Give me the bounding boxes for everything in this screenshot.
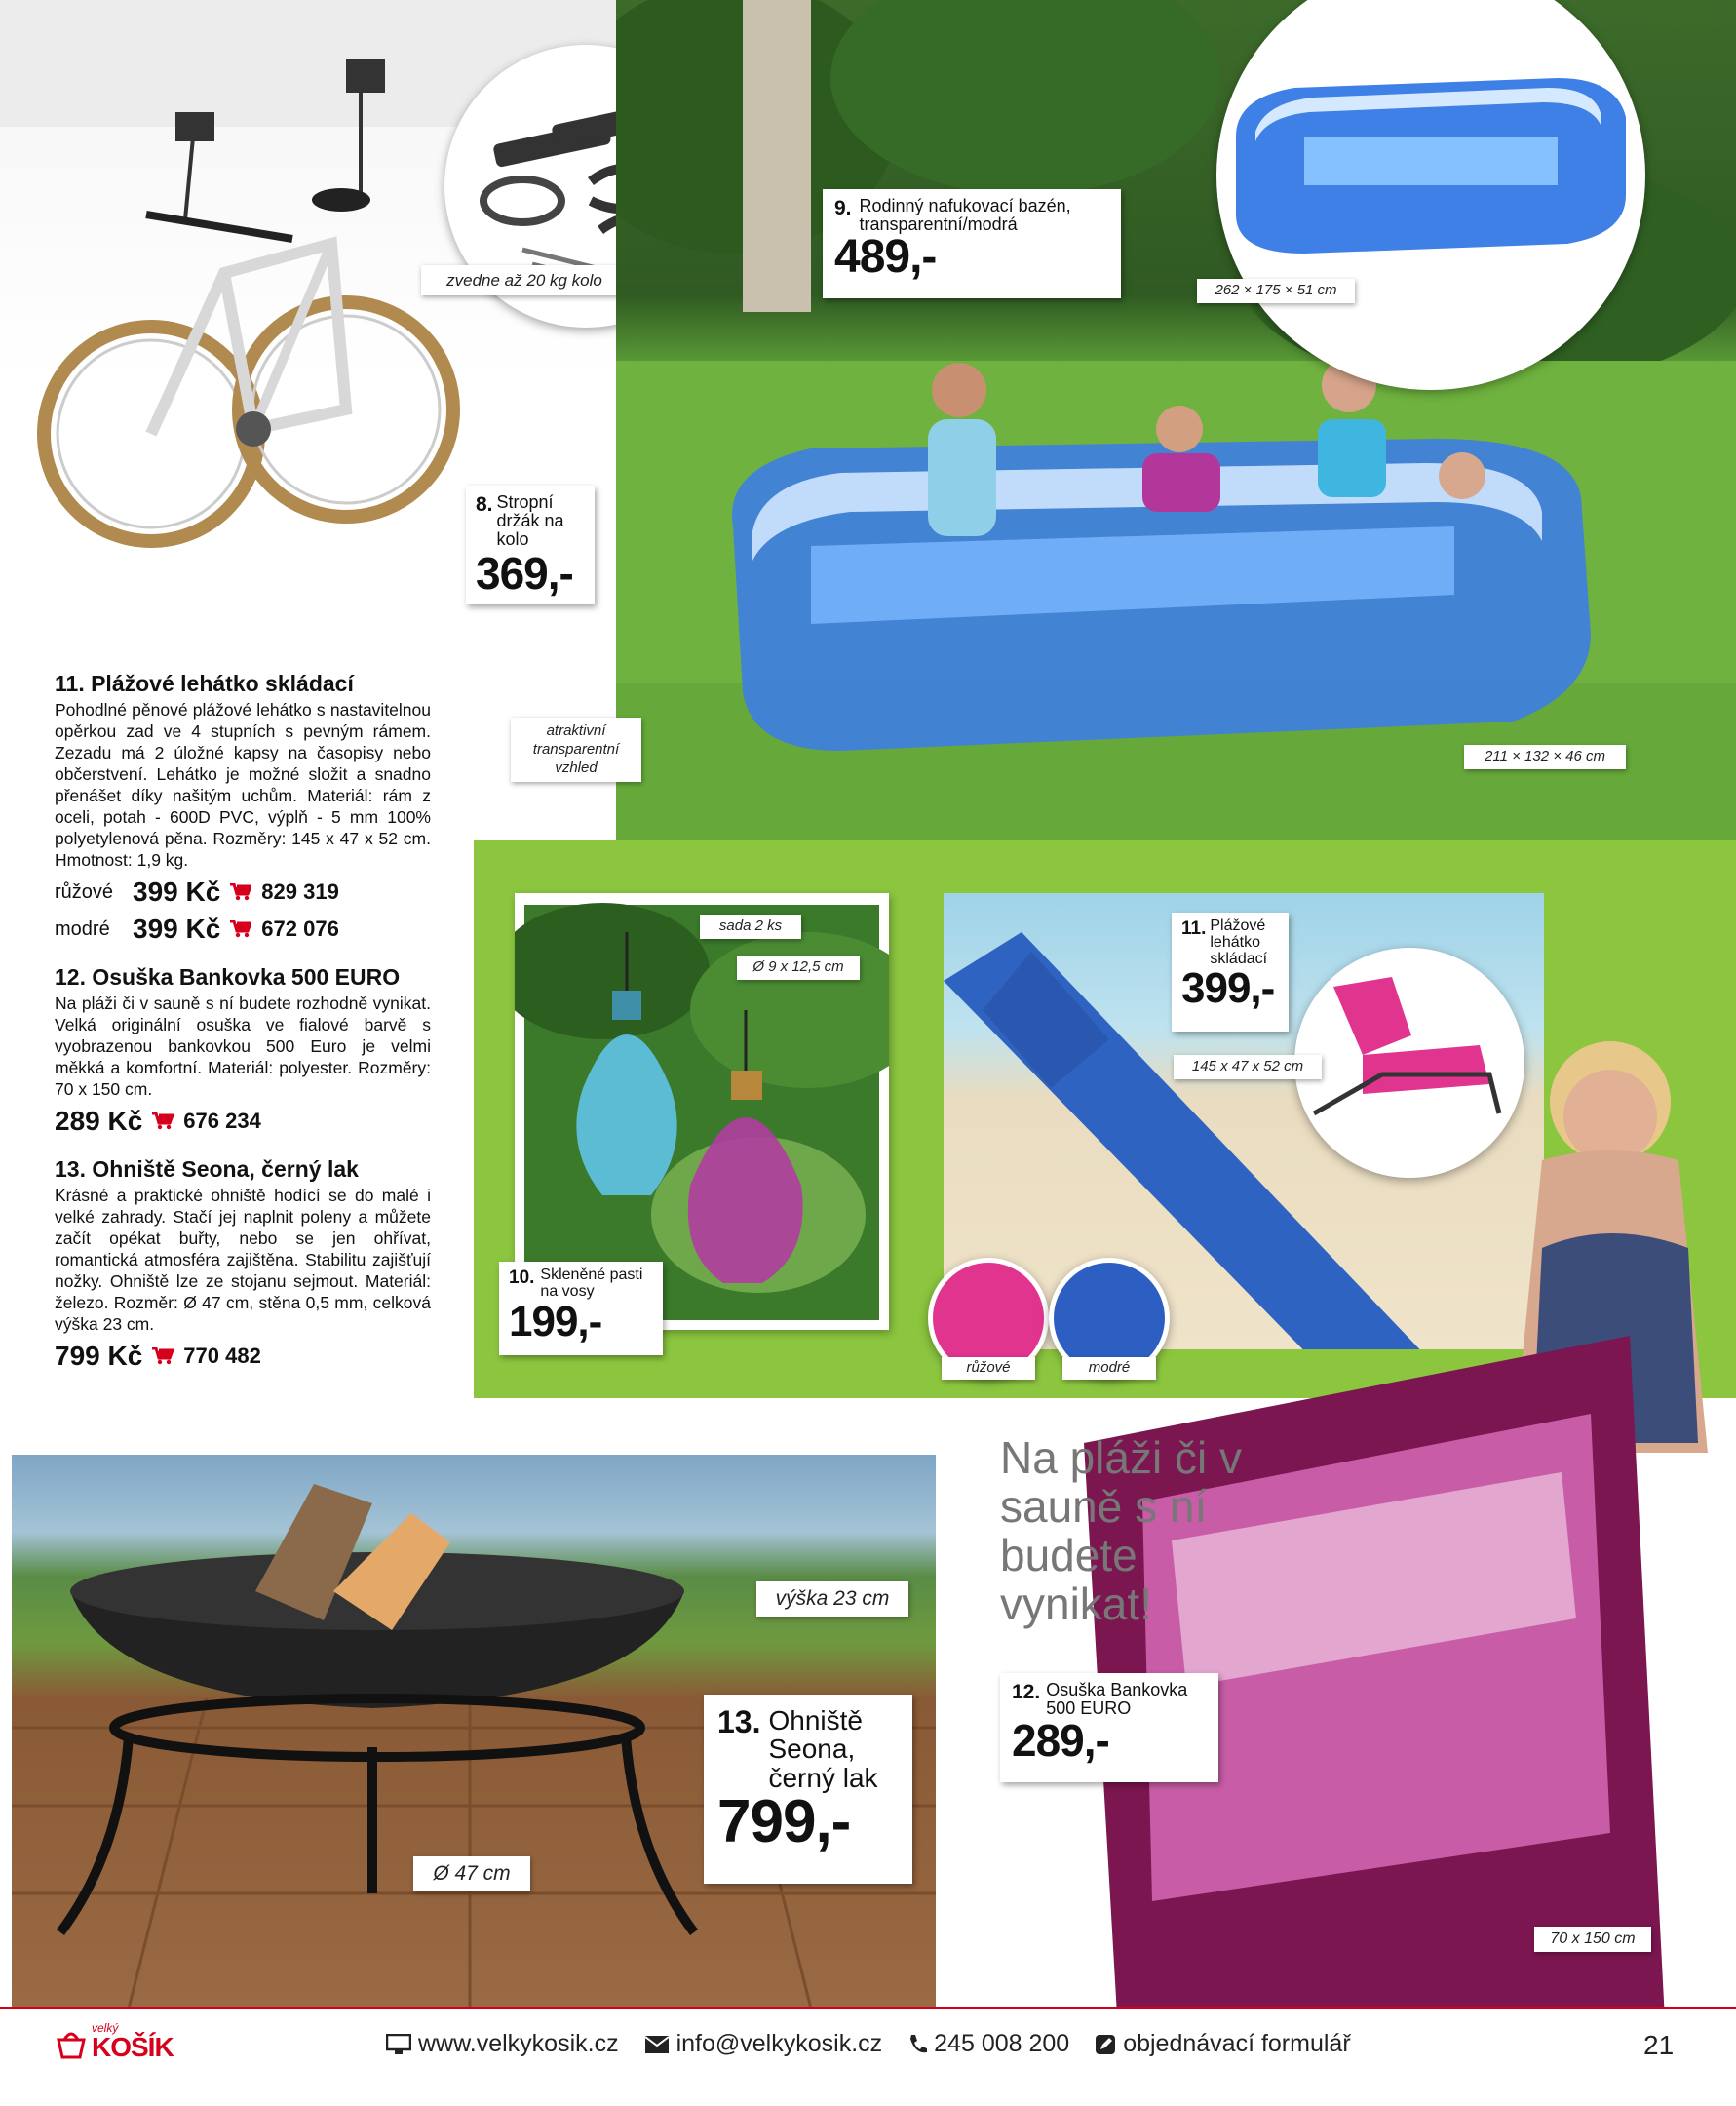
price-line <box>55 1106 444 1137</box>
detail-desc: Pohodlné pěnové plážové lehátko s nastavitelnou opěrkou zad ve 4 stupních s pevným rámem. Zezadu má 2 úložné kapsy na časopisy nebo občerstvení. Lehátko je možné složit a snadno přenášet díky našitým uchům. Materiál: rám z oceli, potah - 600D PVC, výplň - 5 mm 100% polyetylenová pěna. Rozměry: 145 x 47 x 52 cm. Hmotnost: 1,9 kg. <box>55 700 431 870</box>
detail-desc: Na pláži či v sauně s ní budete rozhodně vynikat. Velká originální osuška ve fialové barvě s vyobrazenou bankovkou 500 Euro je velmi měkká a komfortní. Materiál: polyester. Rozměry: 70 x 150 cm. <box>55 994 431 1099</box>
order-code: 676 234 <box>183 1109 261 1133</box>
footer <box>0 2010 1736 2081</box>
label-number: 8. <box>476 493 493 516</box>
price-line <box>55 877 444 908</box>
pool-dim-small-tag: 262 × 175 × 51 cm <box>1197 279 1355 303</box>
label-name: Rodinný nafukovací bazén, transparentní/modrá <box>859 196 1071 234</box>
label-number: 13. <box>717 1704 761 1739</box>
cart-icon[interactable] <box>152 1112 174 1130</box>
label-price: 289,- <box>1012 1714 1109 1766</box>
label-number: 11. <box>1181 918 1207 939</box>
pink-swatch-label: růžové <box>942 1357 1035 1380</box>
label-price: 799,- <box>717 1788 851 1856</box>
price-value: 289 Kč <box>55 1106 143 1136</box>
label-price: 199,- <box>509 1297 602 1346</box>
phone-text: 245 008 200 <box>934 2030 1070 2057</box>
cart-icon[interactable] <box>230 920 251 938</box>
detail-block-towel <box>55 964 444 1137</box>
website-text: www.velkykosik.cz <box>418 2030 619 2057</box>
price-value: 799 Kč <box>55 1341 143 1371</box>
details-column <box>55 671 444 1372</box>
label-name: Ohniště Seona, černý lak <box>768 1705 878 1793</box>
label-number: 10. <box>509 1268 535 1288</box>
logo-small-text: velký <box>92 2021 119 2035</box>
towel-headline: Na pláži či v sauně s ní budete vynikat! <box>1000 1432 1242 1629</box>
towel-dim-tag: 70 x 150 cm <box>1534 1927 1651 1952</box>
label-price: 399,- <box>1181 964 1275 1013</box>
bike-holder-label <box>466 486 595 604</box>
detail-title: 11. Plážové lehátko skládací <box>55 671 354 696</box>
wasp-trap-label <box>499 1262 663 1355</box>
wasp-set-tag: sada 2 ks <box>700 915 801 939</box>
fire-pit-label <box>704 1695 912 1884</box>
variant-label: růžové <box>55 880 114 903</box>
pool-dim-large-tag: 211 × 132 × 46 cm <box>1464 745 1626 769</box>
detail-desc: Krásné a praktické ohniště hodící se do malé i velké zahrady. Stačí jej naplnit poleny a můžete začít opékat buřty, nebo se jen ohřívat, romantická atmosféra zajištěna. Stabilitu zajišťují nožky. Ohniště lze ze stojanu sejmout. Materiál: železo. Rozměr: Ø 47 cm, stěna 0,5 mm, celková výška 23 cm. <box>55 1186 431 1334</box>
price-value: 399 Kč <box>133 914 221 944</box>
email-text: info@velkykosik.cz <box>675 2030 883 2057</box>
pool-feature-tag: atraktivní transparentní vzhled <box>511 718 641 782</box>
order-code: 770 482 <box>183 1344 261 1368</box>
logo-big-text: KOŠÍK <box>92 2032 174 2062</box>
pool-label <box>823 189 1121 298</box>
fire-pit-diameter-tag: Ø 47 cm <box>413 1856 530 1892</box>
bike-load-tag: zvedne až 20 kg kolo <box>421 265 628 295</box>
towel-label <box>1000 1673 1218 1782</box>
blue-swatch-label: modré <box>1062 1357 1156 1380</box>
lounger-dim-tag: 145 x 47 x 52 cm <box>1174 1055 1322 1079</box>
price-value: 399 Kč <box>133 877 221 907</box>
detail-block-lounger <box>55 671 444 945</box>
phone-link[interactable] <box>907 2030 1069 2058</box>
page-number: 21 <box>1643 2030 1675 2060</box>
label-name: Stropní držák na kolo <box>496 492 564 549</box>
price-line <box>55 1341 444 1372</box>
footer-rule <box>0 2007 1736 2009</box>
label-name: Osuška Bankovka 500 EURO <box>1046 1680 1188 1718</box>
wasp-dim-tag: Ø 9 x 12,5 cm <box>737 956 860 980</box>
order-code: 672 076 <box>261 916 339 941</box>
logo[interactable] <box>55 2022 174 2061</box>
cart-icon[interactable] <box>230 883 251 901</box>
detail-title: 13. Ohniště Seona, černý lak <box>55 1156 359 1182</box>
label-number: 12. <box>1012 1681 1041 1703</box>
website-link[interactable] <box>386 2030 619 2058</box>
basket-icon <box>55 2028 88 2061</box>
edit-form-icon <box>1095 2034 1116 2055</box>
detail-title: 12. Osuška Bankovka 500 EURO <box>55 964 401 990</box>
label-number: 9. <box>834 197 852 219</box>
envelope-icon <box>644 2035 670 2054</box>
order-form-link[interactable] <box>1095 2030 1350 2058</box>
variant-label: modré <box>55 917 110 940</box>
price-line <box>55 914 444 945</box>
cart-icon[interactable] <box>152 1347 174 1365</box>
monitor-icon <box>386 2034 411 2055</box>
label-price: 489,- <box>834 230 937 283</box>
order-form-text: objednávací formulář <box>1123 2030 1351 2057</box>
label-name: Skleněné pasti na vosy <box>540 1267 643 1300</box>
detail-block-fire-pit <box>55 1156 444 1372</box>
order-code: 829 319 <box>261 879 339 904</box>
fire-pit-height-tag: výška 23 cm <box>756 1581 908 1617</box>
label-price: 369,- <box>476 547 573 599</box>
phone-icon <box>907 2034 927 2055</box>
email-link[interactable] <box>644 2030 883 2058</box>
label-name: Plážové lehátko skládací <box>1210 917 1268 967</box>
